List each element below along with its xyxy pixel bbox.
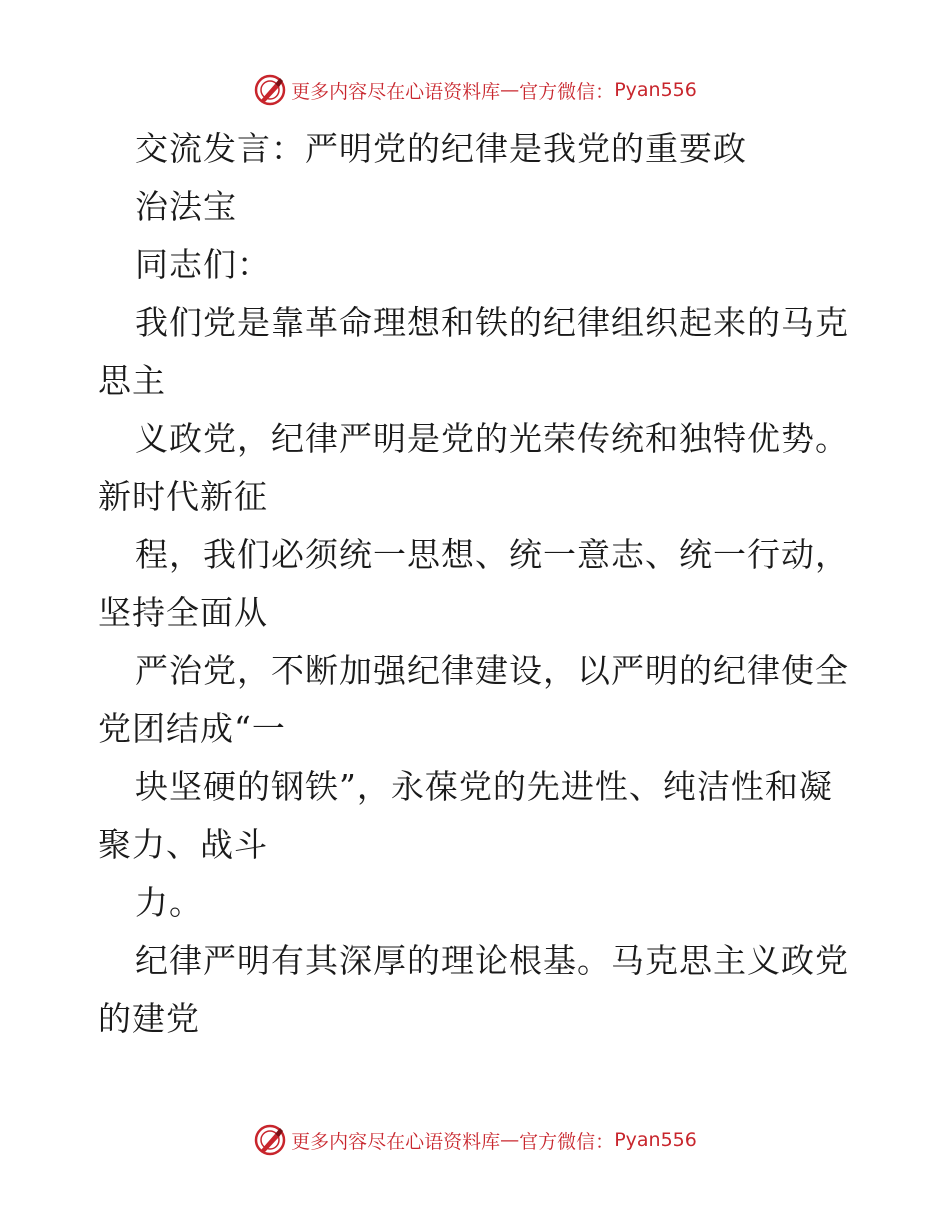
- document-title-line-2: 治法宝: [135, 187, 237, 226]
- text-line: 的建党: [98, 999, 200, 1038]
- text-line: 纪律严明有其深厚的理论根基。马克思主义政党: [135, 941, 849, 980]
- text-line: 思主: [98, 361, 166, 400]
- pen-logo-icon: [253, 1123, 287, 1157]
- document-title-line-1: 交流发言：严明党的纪律是我党的重要政: [135, 129, 747, 168]
- text-line: 新时代新征: [98, 477, 268, 516]
- header-site-text: 更多内容尽在心语资料库: [291, 80, 501, 103]
- text-line: 坚持全面从: [98, 593, 268, 632]
- pen-logo-icon: [253, 73, 287, 107]
- salutation: 同志们：: [135, 245, 271, 284]
- footer-dash: —: [500, 1129, 520, 1151]
- header-watermark: [0, 70, 950, 110]
- header-wechat-label: 官方微信：: [519, 80, 615, 103]
- footer-wechat-id: Pyan556: [614, 1129, 697, 1151]
- header-dash: —: [500, 79, 520, 101]
- footer-site-text: 更多内容尽在心语资料库: [291, 1130, 501, 1153]
- text-line: 块坚硬的钢铁”，永葆党的先进性、纯洁性和凝: [135, 767, 833, 806]
- text-line: 力。: [135, 883, 203, 922]
- footer-wechat-label: 官方微信：: [519, 1130, 615, 1153]
- text-line: 严治党，不断加强纪律建设，以严明的纪律使全: [135, 651, 849, 690]
- text-line: 义政党，纪律严明是党的光荣传统和独特优势。: [135, 419, 849, 458]
- text-line: 党团结成“一: [98, 709, 286, 748]
- footer-watermark: [0, 1120, 950, 1160]
- text-line: 我们党是靠革命理想和铁的纪律组织起来的马克: [135, 303, 849, 342]
- text-line: 聚力、战斗: [98, 825, 268, 864]
- header-wechat-id: Pyan556: [614, 79, 697, 101]
- text-line: 程，我们必须统一思想、统一意志、统一行动，: [135, 535, 849, 574]
